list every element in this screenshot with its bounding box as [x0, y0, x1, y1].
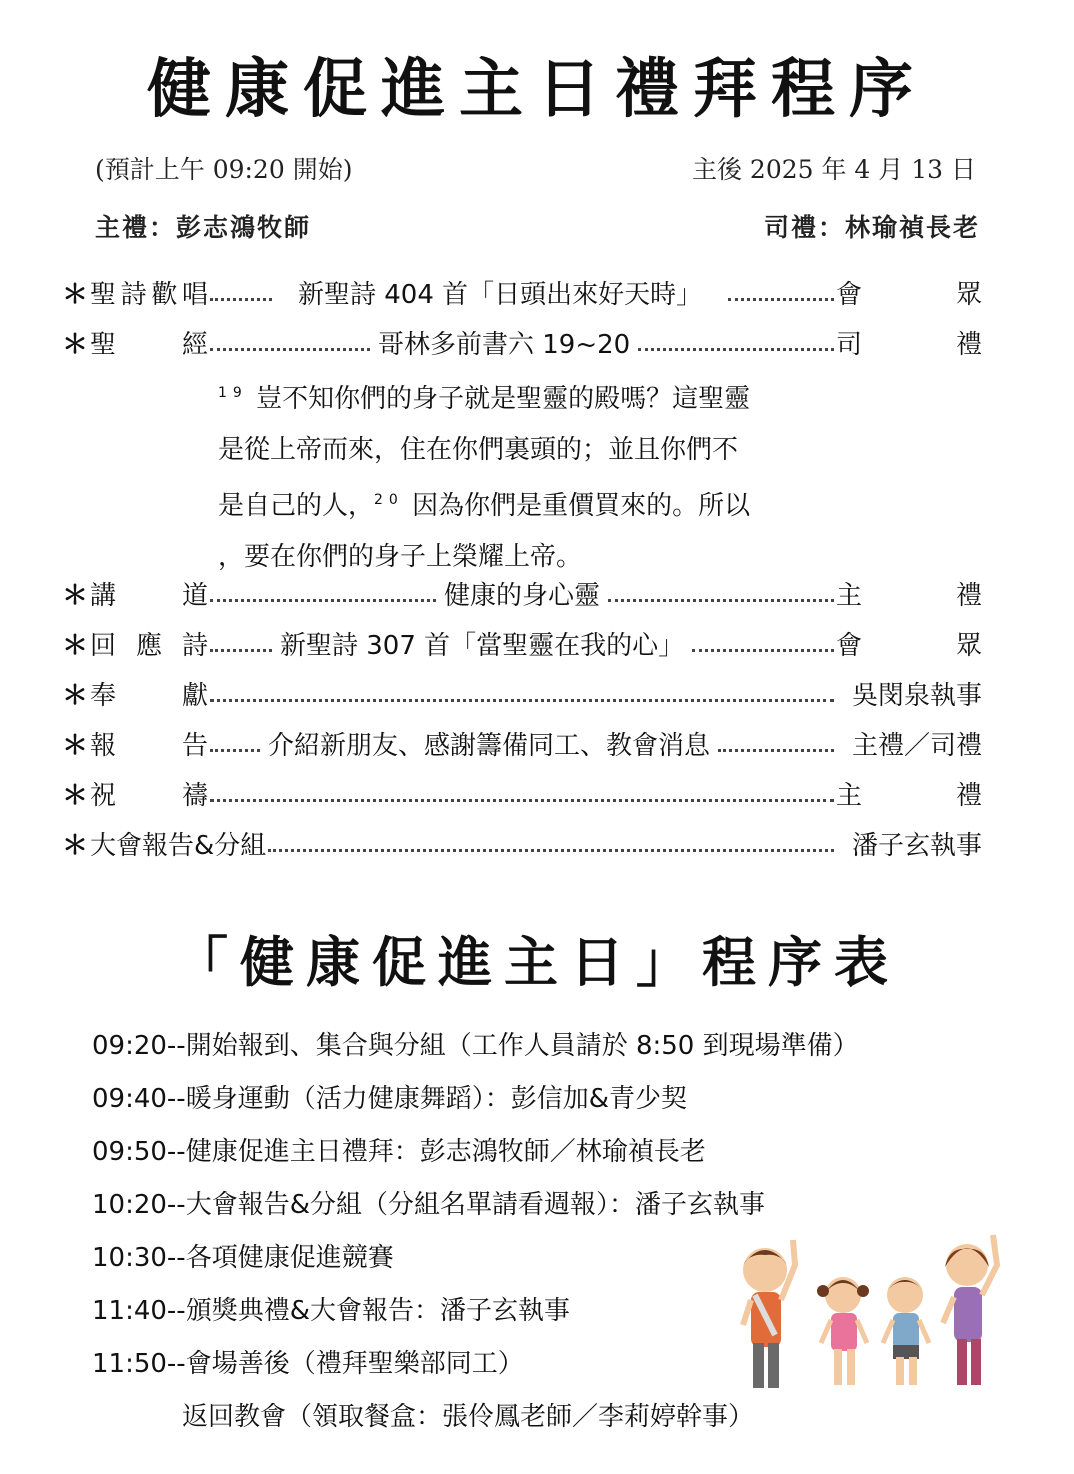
order-item: 講 道: [90, 580, 208, 611]
dot-leader: [718, 728, 834, 758]
schedule-item: 10:20--大會報告&分組（分組名單請看週報）：潘子玄執事: [92, 1190, 765, 1220]
boy-figure: [883, 1277, 929, 1385]
order-who: 主 禮: [836, 780, 982, 811]
schedule-item: 09:50--健康促進主日禮拜：彭志鴻牧師／林瑜禎長老: [92, 1137, 706, 1167]
dad-figure: [743, 1240, 795, 1388]
schedule-title: 「健康促進主日」程序表: [174, 930, 900, 994]
service-date: 主後 2025 年 4 月 13 日: [691, 155, 976, 184]
dot-leader: [210, 578, 436, 608]
dot-leader: [210, 678, 834, 708]
girl-figure: [817, 1277, 869, 1385]
page-title: 健康促進主日禮拜程序: [147, 52, 927, 127]
schedule-item: 09:20--開始報到、集合與分組（工作人員請於 8:50 到現場準備）: [92, 1031, 859, 1061]
order-row: [62, 673, 982, 713]
order-item: 祝 禱: [90, 780, 208, 811]
presider: 主禮：彭志鴻牧師: [95, 213, 312, 242]
order-item: 報 告: [90, 730, 208, 761]
mom-figure: [943, 1235, 997, 1385]
dot-leader: [728, 277, 834, 307]
schedule-item: 10:30--各項健康促進競賽: [92, 1243, 394, 1273]
family-exercise-illustration: [735, 1225, 1035, 1395]
star-icon: ＊: [62, 680, 89, 711]
schedule-item: 11:40--頒獎典禮&大會報告：潘子玄執事: [92, 1296, 570, 1326]
order-who: 會 眾: [836, 630, 982, 661]
order-content: 新聖詩 307 首「當聖靈在我的心」: [280, 630, 685, 661]
schedule-item: 返回教會（領取餐盒：張伶鳳老師／李莉婷幹事）: [182, 1402, 755, 1432]
order-content: 新聖詩 404 首「日頭出來好天時」: [298, 279, 703, 310]
star-icon: ＊: [62, 630, 89, 661]
order-content: 哥林多前書六 19~20: [378, 329, 631, 360]
dot-leader: [692, 628, 834, 658]
schedule-item: 11:50--會場善後（禮拜聖樂部同工）: [92, 1349, 524, 1379]
order-content: 健康的身心靈: [444, 580, 601, 611]
order-row: [62, 723, 982, 763]
dot-leader: [638, 327, 834, 357]
worship-leader: 司禮：林瑜禎長老: [763, 213, 980, 242]
dot-leader: [210, 728, 260, 758]
star-icon: ＊: [62, 329, 89, 360]
start-time: (預計上午 09:20 開始): [95, 155, 353, 184]
order-who: 會 眾: [836, 279, 982, 310]
star-icon: ＊: [62, 279, 89, 310]
dot-leader: [608, 578, 834, 608]
order-row: [62, 573, 982, 613]
order-who: 主禮／司禮: [851, 730, 982, 761]
order-row: [62, 773, 982, 813]
order-row: [62, 322, 982, 362]
order-who: 主 禮: [836, 580, 983, 611]
order-row: [62, 623, 982, 663]
order-item: 聖 詩 歡 唱: [90, 279, 208, 310]
dot-leader: [268, 828, 834, 858]
order-row: [62, 272, 982, 312]
star-icon: ＊: [62, 780, 89, 811]
order-who: 吳閔泉執事: [851, 680, 982, 711]
order-who: 潘子玄執事: [851, 830, 982, 861]
scripture-text: $^{19}$ 豈不知你們的身子就是聖靈的殿嗎？這聖靈 是從上帝而來，住在你們裏頭的；並且你們不 是自己的人，$^{20}$ 因為你們是重價買來的。所以 ，要在你們的身子上榮耀上帝。: [218, 384, 751, 572]
schedule-item: 09:40--暖身運動（活力健康舞蹈）：彭信加&青少契: [92, 1084, 687, 1114]
dot-leader: [210, 327, 370, 357]
star-icon: ＊: [62, 730, 89, 761]
dot-leader: [210, 277, 272, 307]
order-content: 介紹新朋友、感謝籌備同工、教會消息: [268, 730, 711, 761]
star-icon: ＊: [62, 830, 89, 861]
order-row: [62, 823, 982, 863]
order-item: 奉 獻: [90, 680, 208, 711]
order-item: 回 應 詩: [90, 630, 208, 661]
star-icon: ＊: [62, 580, 89, 611]
order-item: 聖 經: [90, 329, 208, 360]
dot-leader: [210, 628, 272, 658]
dot-leader: [210, 778, 834, 808]
order-item: 大會報告&分組: [90, 830, 267, 861]
order-who: 司 禮: [836, 329, 982, 360]
